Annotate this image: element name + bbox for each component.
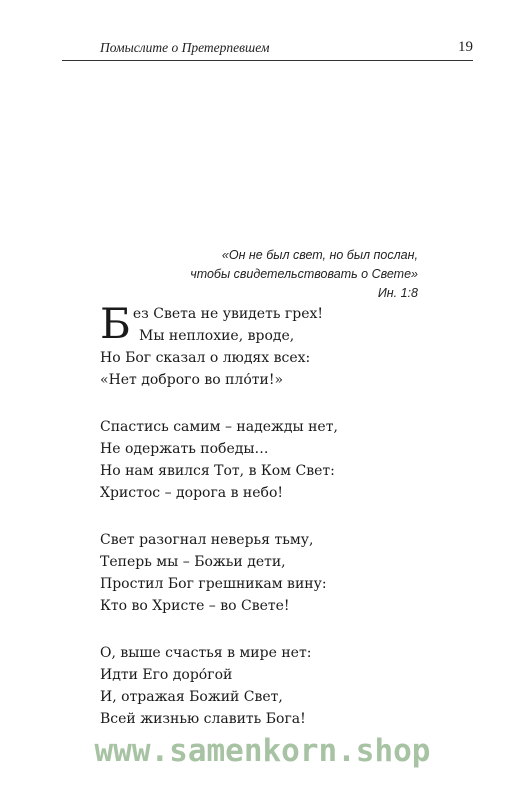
- poem-line: Христос – дорога в небо!: [100, 485, 284, 501]
- poem-line: О, выше счастья в мире нет:: [100, 645, 312, 661]
- poem-line: Теперь мы – Божьи дети,: [100, 554, 286, 570]
- running-head: Помыслите о Претерпевшем: [100, 40, 270, 55]
- page-number: 19: [458, 39, 473, 55]
- poem-line: ез Света не увидеть грех!: [132, 306, 324, 322]
- stanza-4: [100, 642, 338, 730]
- poem-line: Мы неплохие, вроде,: [139, 328, 295, 344]
- epigraph-line-1: «Он не был свет, но был послан,: [221, 248, 418, 262]
- poem-line: Простил Бог грешникам вину:: [100, 576, 327, 592]
- poem-line: Свет разогнал неверья тьму,: [100, 532, 314, 548]
- poem-line: Кто во Христе – во Свете!: [100, 598, 290, 614]
- poem-line: Всей жизнью славить Бога!: [100, 711, 306, 727]
- stanza-3: [100, 529, 338, 617]
- epigraph: [190, 246, 418, 303]
- stanza-2: [100, 416, 338, 504]
- poem-line: Идти Его доро́гой: [100, 667, 233, 683]
- poem-line: Не одержать победы…: [100, 441, 269, 457]
- poem-line: Спастись самим – надежды нет,: [100, 419, 338, 435]
- poem-line: Но нам явился Тот, в Ком Свет:: [100, 463, 335, 479]
- epigraph-reference: Ин. 1:8: [377, 286, 418, 300]
- watermark-url: www.samenkorn.shop: [94, 733, 431, 769]
- poem-line: «Нет доброго во пло́ти!»: [100, 372, 284, 388]
- stanza-1: [100, 299, 338, 391]
- poem: [100, 299, 338, 755]
- epigraph-line-2: чтобы свидетельствовать о Свете»: [190, 267, 418, 281]
- header-rule: [62, 60, 473, 61]
- poem-line: И, отражая Божий Свет,: [100, 689, 283, 705]
- poem-line: Но Бог сказал о людях всех:: [100, 350, 311, 366]
- drop-cap: Б: [100, 299, 131, 348]
